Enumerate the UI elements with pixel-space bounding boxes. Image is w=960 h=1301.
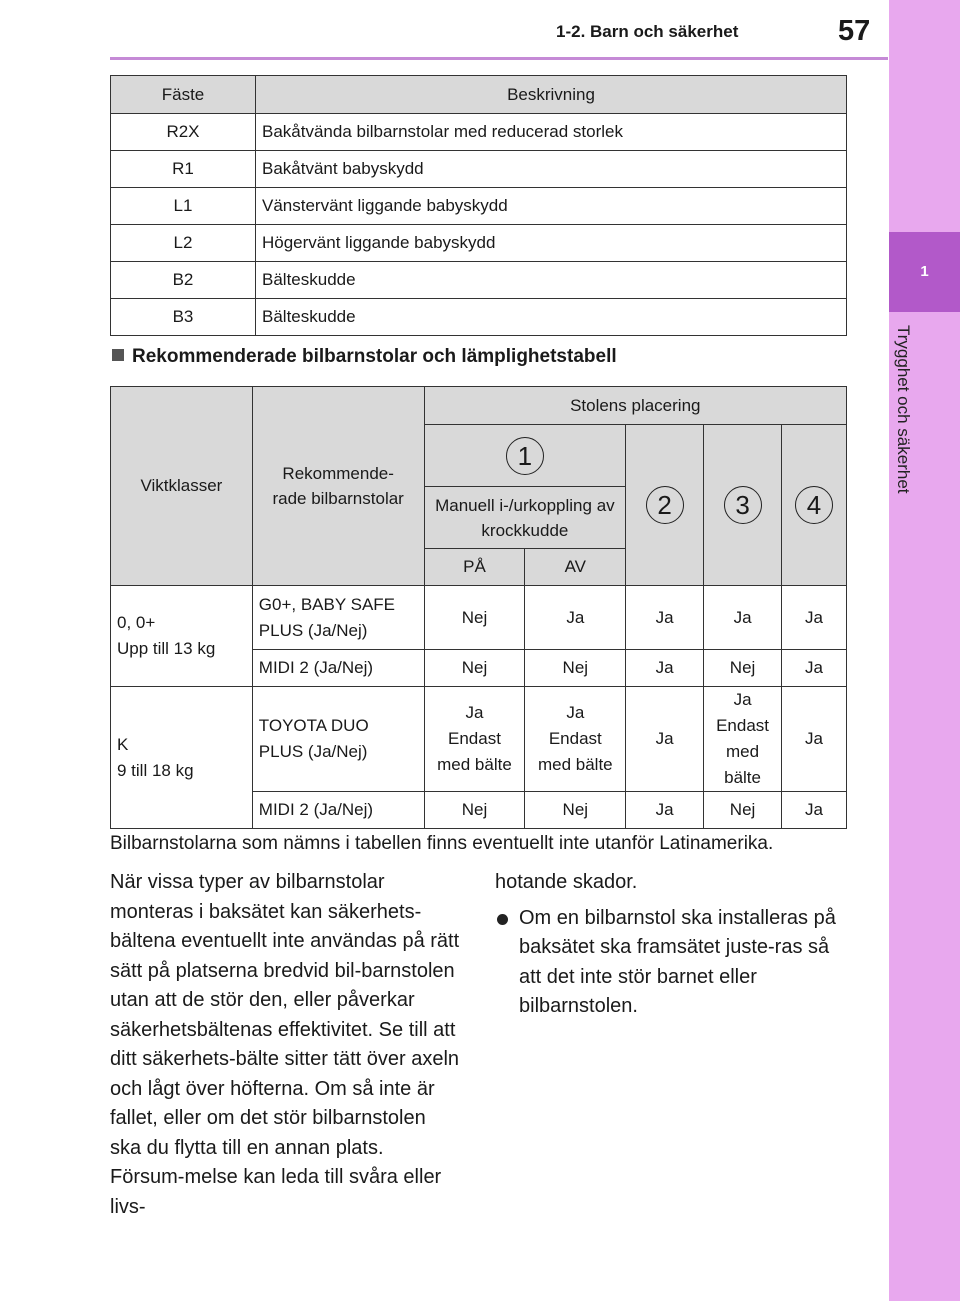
- position-4-header: [782, 425, 847, 586]
- seat-model-cell: MIDI 2 (Ja/Nej): [252, 792, 424, 829]
- position-4-cell: Ja: [782, 586, 847, 650]
- attachment-table: [110, 75, 847, 336]
- airbag-on-cell: Nej: [424, 586, 525, 650]
- seat-model-cell: MIDI 2 (Ja/Nej): [252, 650, 424, 687]
- body-text-right: [495, 868, 847, 1022]
- header-recommended-seats: Rekommende- rade bilbarnstolar: [252, 387, 424, 586]
- table-row: [111, 299, 847, 336]
- position-2-cell: Ja: [626, 687, 704, 792]
- airbag-off-cell: Nej: [525, 792, 626, 829]
- list-item: [495, 904, 847, 1022]
- attachment-code: B2: [111, 262, 256, 299]
- bullet-icon: [497, 914, 508, 925]
- body-text-left: När vissa typer av bilbarnstolar monteras i baksätet kan säkerhets-bältena eventuellt inte användas på rätt sätt på platserna bredvid bil-barnstolen utan att de stör den, eller påverkar säkerhetsbältenas effektivitet. Se till att ditt säkerhets-bälte sitter tätt över axeln och lågt över höfterna. Om så inte är fallet, eller om det stör bilbarnstolen ska du flytta till en annan plats. Försum-melse kan leda till svåra eller livs-: [110, 871, 460, 1218]
- side-strip: [889, 0, 960, 1301]
- header-airbag-off: AV: [525, 549, 626, 586]
- weight-class-cell: K 9 till 18 kg: [111, 687, 253, 829]
- header-attachment: Fäste: [111, 76, 256, 114]
- position-4-icon: 4: [795, 486, 833, 524]
- airbag-off-cell: Ja: [525, 586, 626, 650]
- attachment-code: R1: [111, 151, 256, 188]
- table-row: [111, 262, 847, 299]
- position-2-header: [626, 425, 704, 586]
- airbag-off-cell: Ja Endast med bälte: [525, 687, 626, 792]
- position-3-cell: Nej: [704, 650, 782, 687]
- airbag-on-cell: Nej: [424, 792, 525, 829]
- attachment-description: Bakåtvända bilbarnstolar med reducerad storlek: [256, 114, 847, 151]
- seat-model-cell: TOYOTA DUO PLUS (Ja/Nej): [252, 687, 424, 792]
- position-2-cell: Ja: [626, 792, 704, 829]
- position-2-cell: Ja: [626, 586, 704, 650]
- header-divider: [110, 57, 888, 60]
- position-1-icon: 1: [506, 437, 544, 475]
- header-weight-class: Viktklasser: [111, 387, 253, 586]
- header-airbag-on: PÅ: [424, 549, 525, 586]
- attachment-description: Bakåtvänt babyskydd: [256, 151, 847, 188]
- square-bullet-icon: [112, 349, 124, 361]
- bullet-text: Om en bilbarnstol ska installeras på baksätet ska framsätet juste-ras så att det inte stör barnet eller bilbarnstolen.: [519, 906, 836, 1017]
- position-2-icon: 2: [646, 486, 684, 524]
- chapter-tab[interactable]: 1: [889, 232, 960, 312]
- seat-model-cell: G0+, BABY SAFE PLUS (Ja/Nej): [252, 586, 424, 650]
- table-row: [111, 586, 847, 650]
- position-2-cell: Ja: [626, 650, 704, 687]
- attachment-code: R2X: [111, 114, 256, 151]
- position-1-header: [424, 425, 626, 487]
- attachment-description: Bälteskudde: [256, 299, 847, 336]
- section-heading: [112, 346, 617, 368]
- suitability-table: [110, 386, 847, 829]
- header-airbag-switch: Manuell i-/urkoppling av krockkudde: [424, 487, 626, 549]
- attachment-description: Högervänt liggande babyskydd: [256, 225, 847, 262]
- position-4-cell: Ja: [782, 792, 847, 829]
- position-4-cell: Ja: [782, 687, 847, 792]
- table-row: [111, 687, 847, 792]
- position-3-cell: Ja Endast med bälte: [704, 687, 782, 792]
- table-row: [111, 188, 847, 225]
- continuation-text: hotande skador.: [495, 871, 638, 893]
- attachment-code: L2: [111, 225, 256, 262]
- section-heading-text: Rekommenderade bilbarnstolar och lämplighetstabell: [132, 346, 617, 367]
- attachment-code: B3: [111, 299, 256, 336]
- position-3-icon: 3: [724, 486, 762, 524]
- position-3-cell: Nej: [704, 792, 782, 829]
- header-seat-placement: Stolens placering: [424, 387, 846, 425]
- weight-class-cell: 0, 0+ Upp till 13 kg: [111, 586, 253, 687]
- chapter-title: 1-2. Barn och säkerhet: [556, 22, 739, 41]
- attachment-description: Bälteskudde: [256, 262, 847, 299]
- position-3-header: [704, 425, 782, 586]
- chapter-side-label: Trygghet och säkerhet: [894, 325, 913, 494]
- airbag-off-cell: Nej: [525, 650, 626, 687]
- position-3-cell: Ja: [704, 586, 782, 650]
- attachment-description: Vänstervänt liggande babyskydd: [256, 188, 847, 225]
- position-4-cell: Ja: [782, 650, 847, 687]
- table-row: [111, 225, 847, 262]
- table-row: [111, 151, 847, 188]
- table-footnote: Bilbarnstolarna som nämns i tabellen finns eventuellt inte utanför Latinamerika.: [110, 833, 774, 854]
- airbag-on-cell: Nej: [424, 650, 525, 687]
- header-description: Beskrivning: [256, 76, 847, 114]
- attachment-code: L1: [111, 188, 256, 225]
- page-number: 57: [838, 15, 871, 47]
- table-row: [111, 114, 847, 151]
- airbag-on-cell: Ja Endast med bälte: [424, 687, 525, 792]
